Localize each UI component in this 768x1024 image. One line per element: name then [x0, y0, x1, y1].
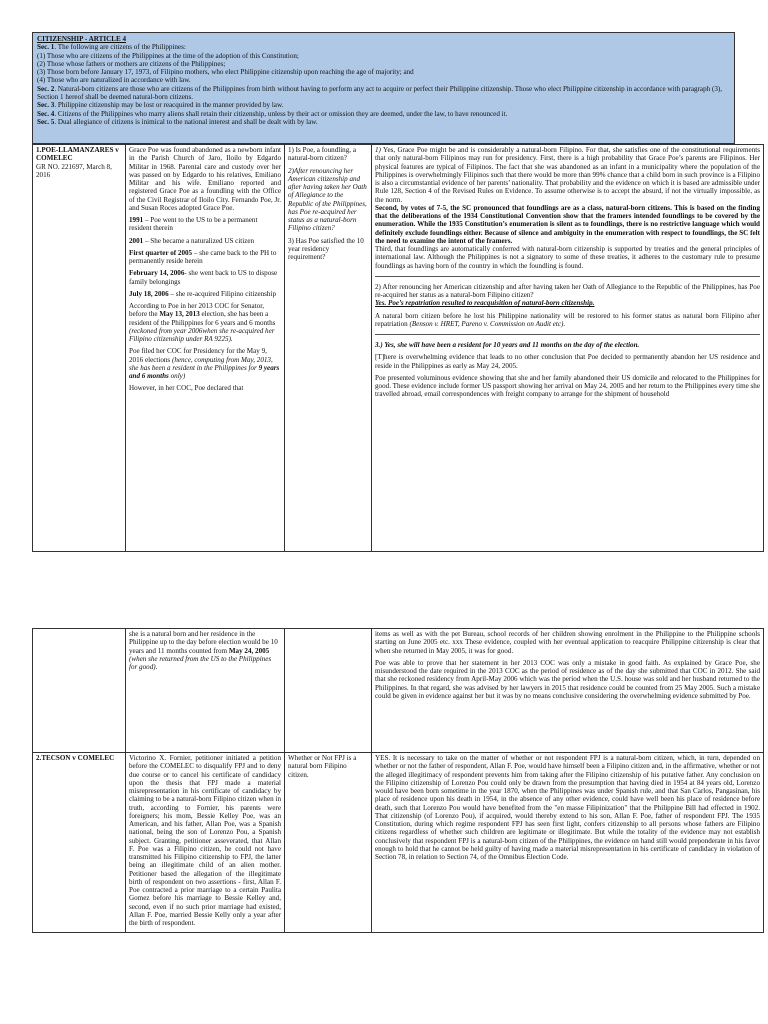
coc-text: election, she has been a resident of the Philippines for 6 years and 6 months	[129, 310, 276, 327]
return-date: May 24, 2005	[228, 646, 270, 655]
sec2-text: . Natural-born citizens are those who are citizens of the Philippines from birth without having to perform any act to acquire or perfect their Philippine citizenship. Those who elect Philippine citizenship in accordance with paragraph (3), Section 1 hereof shall be deemed natural-born citizens.	[37, 84, 722, 102]
case-name: 1.POE-LLAMANZARES v COMELEC	[36, 146, 119, 163]
ruling-3-text: [T]here is overwhelming evidence that leads to no other conclusion that Poe decided to permanently abandon her US residence and reside in the Philippines as early as May 24, 2005.	[375, 353, 760, 370]
constitution-header	[32, 32, 735, 144]
table-row	[33, 753, 764, 933]
ruling-2-question: 2) After renouncing her American citizenship and after having taken her Oath of Allegiance to the Republic of the Philippines, has Poe re-acquired her status as a natural-born Filipino citizen?	[375, 282, 760, 299]
facts-cell	[126, 753, 285, 933]
sec1-item: (2) Those whose fathers or mothers are citizens of the Philippines;	[37, 59, 226, 68]
sec2-label: Sec. 2	[37, 84, 55, 93]
ruling-1-bold: Second, by votes of 7-5, the SC pronounced that foundlings are as a class, natural-born citizens. This is based on the finding that the deliberations of the 1934 Constitutional Convention show that the framers intended foundlings to be covered by the enumeration. While the 1935 Constitution’s enumeration is silent as to foundlings, there is no restrictive language which would definitely exclude foundlings either. Because of silence and ambiguity in the enumeration with respect to foundlings, the SC felt the need to examine the intent of the framers.	[375, 203, 760, 245]
sec5-label: Sec. 5	[37, 117, 55, 126]
ruling-cell	[372, 629, 764, 753]
facts-paragraph: Victorino X. Fornier, petitioner initiated a petition before the COMELEC to disqualify FPJ and to deny due course or to cancel his certificate of candidacy upon the thesis that FPJ made a material misrepresentation in his certificate of candidacy by claiming to be a natural-born Filipino citizen when in truth, according to Fornier, his parents were foreigners; his mom, Bessie Kelley Poe, was an American, and his father, Allan Poe, was a Spanish national, being the son of Lorenzo Pou, a Spanish subject. Granting, petitioner asseverated, that Allan F. Poe was a Filipino citizen, he could not have transmitted his Filipino citizenship to FPJ, the latter being an illegitimate child of an alien mother. Petitioner based the allegation of the illegitimate birth of respondent on two assertions - first, Allan F. Poe contracted a prior marriage to a certain Paulita Gomez before his marriage to Bessie Kelley and, second, even if no such prior marriage had existed, Allan F. Poe, married Bessie Kelly only a year after the birth of respondent.	[129, 754, 281, 927]
fact-feb-2006: - she went back to US to dispose family belongings	[129, 269, 278, 286]
ruling-cell	[372, 753, 764, 933]
issue-2: 2)After renouncing her American citizenship and after having taken her Oath of Allegiance to the Republic of the Philippines, has Poe re-acquired her status as a natural-born Filipino citizen?	[288, 166, 367, 233]
sec3-text: . Philippine citizenship may be lost or reacquired in the manner provided by law.	[54, 101, 284, 110]
fact-2005: – she came back to the PH to permanently reside herein	[129, 248, 277, 265]
case-name: 2.TECSON v COMELEC	[36, 754, 115, 762]
pres-emphasis: 9 years and 6 months	[129, 363, 280, 380]
date-jul-2006: July 18, 2006	[129, 289, 169, 298]
facts-paragraph: Grace Poe was found abandoned as a newborn infant in the Parish Church of Jaro, Iloilo by Edgardo Militar in 1968. Parental care and custody over her was passed on by Edgardo to his relatives, Emiliano Militar and his wife. Emiliano reported and registered Grace Poe as a foundling with the Office of the Civil Registrar of Iloilo City. Fernando Poe, Jr. and Susan Roces adopted Grace Poe.	[129, 146, 281, 212]
facts-continued: she is a natural born and her residence in the Philippine up to the day before election would be 10 years and 11 months counted from	[129, 630, 278, 655]
ruling-3-answer: 3.) Yes, she will have been a resident for 10 years and 11 months on the day of the election.	[375, 341, 640, 349]
pres-note: (hence, computing from May, 2013, she has been a resident in the Philippines for	[129, 355, 273, 372]
coc-text: According to Poe in her 2013 COC for Senator, before the	[129, 302, 265, 319]
case-table-p1	[32, 144, 764, 552]
issues-cell	[285, 629, 372, 753]
coc-note: (reckoned from year 2006when she re-acquired her Filipino citizenship under RA 9225).	[129, 326, 275, 343]
pres-note: only)	[168, 372, 186, 380]
ruling-3-good-faith: Poe was able to prove that her statement in her 2013 COC was only a mistake in good faith. As explained by Grace Poe, she misunderstood the date required in the 2013 COC as the period of residence as of the day she submitted that COC in 2012. She said that she reckoned residency from April-May 2006 which was the period when the U.S. house was sold and her husband returned to the Philippines. In that regard, she was advised by her lawyers in 2015 that residence could be counted from 25 May 2005. Such a mistake could be given in evidence against her but it was by no means conclusive considering the overwhelming evidence submitted by Poe.	[375, 658, 760, 700]
table-row	[33, 145, 764, 552]
sec3-label: Sec. 3	[37, 101, 55, 110]
ruling-text: YES. It is necessary to take on the matter of whether or not respondent FPJ is a natural-born citizen, which, in turn, depended on whether or not the father of respondent, Allan F. Poe, would have himself been a Filipino citizen and, in the affirmative, whether or not the alleged illegitimacy of respondent prevents him from taking after the Filipino citizenship of his putative father. Any conclusion on the Filipino citizenship of Lorenzo Pou could only be drawn from the presumption that having died in 1954 at 84 years old, Lorenzo would have been born sometime in the year 1870, when the Philippines was under Spanish rule, and that San Carlos, Pangasinan, his place of residence upon his death in 1954, in the absence of any other evidence, could have well been his place of residence before death, such that Lorenzo Pou would have benefited from the "en masse Filipinization" that the Philippine Bill had effected in 1902. That citizenship (of Lorenzo Pou), if acquired, would thereby extend to his son, Allan F. Poe, father of respondent FPJ. The 1935 Constitution, during which regime respondent FPJ has seen first light, confers citizenship to all persons whose fathers are Filipino citizens regardless of whether such children are legitimate or illegitimate. But while the totality of the evidence may not establish conclusively that respondent FPJ is a natural-born citizen of the Philippines, the evidence on hand still would preponderate in his favor enough to hold that he cannot be held guilty of having made a material misrepresentation in his certificate of candidacy in violation of Section 78, in relation to Section 74, of the Omnibus Election Code.	[375, 754, 760, 861]
divider	[375, 276, 760, 277]
ruling-1-text: Yes, Grace Poe might be and is considerably a natural-born Filipino. For that, she satisfies one of the constitutional requirements that only natural-born Filipinos may run for presidency. First, there is a high probability that Grace Poe’s parents are Filipinos. Her physical features are typical of Filipinos. The fact that she was abandoned as an infant in a municipality where the population of the Philippines is overwhelmingly Filipinos such that there would be more than 99% chance that a child born in such province is a Filipino is also a circumstantial evidence of her parents’ nationality. That probability and the evidence on which it is based are admissible under Rule 128, Section 4 of the Revised Rules on Evidence. To assume otherwise is to accept the absurd, if not the virtually impossible, as the norm.	[375, 146, 760, 204]
ruling-2-citation: (Benson v. HRET, Pareno v. Commission on Audit etc).	[409, 319, 566, 328]
issues-cell	[285, 145, 372, 552]
case-title-cell	[33, 753, 126, 933]
ruling-number: 1)	[375, 146, 381, 154]
sec4-text: . Citizens of the Philippines who marry aliens shall retain their citizenship, unless by their act or omission they are deemed, under the law, to have renounced it.	[54, 109, 508, 118]
case-title-cell	[33, 145, 126, 552]
date-2005: First quarter of 2005	[129, 248, 193, 257]
sec1-text: . The following are citizens of the Philippines:	[54, 43, 186, 52]
facts-cell	[126, 629, 285, 753]
table-row	[33, 629, 764, 753]
coc-date: May 13, 2013	[159, 310, 200, 319]
ruling-1-third: Third, that foundlings are automatically conferred with natural-born citizenship is supported by treaties and the general principles of international law. Although the Philippines is not a signatory to some of these treaties, it adheres to the customary rule to presume foundlings as having born of the country in which the foundling is found.	[375, 245, 760, 270]
date-feb-2006: February 14, 2006	[129, 269, 185, 278]
fact-jul-2006: – she re-acquired Filipino citizenship	[168, 289, 276, 298]
page-2	[32, 628, 760, 1024]
ruling-2-answer: Yes. Poe’s repatriation resulted to reacquisition of natural-born citizenship.	[375, 299, 595, 308]
divider	[375, 334, 760, 335]
article-title: CITIZENSHIP - ARTICLE 4	[37, 35, 127, 43]
sec1-item: (4) Those who are naturalized in accordance with law.	[37, 76, 191, 85]
fact-2001: – She became a naturalized US citizen	[143, 236, 255, 245]
ruling-3-evidence: Poe presented voluminous evidence showing that she and her family abandoned their US domicile and relocated to the Philippines for good. These evidence include former US passport showing her arrival on May 24, 2005 and her return to the Philippines every time she travelled abroad, email correspondences with freight company to arrange for the shipment of household	[375, 373, 760, 399]
return-note: (when she returned from the US to the Philippines for good).	[129, 654, 272, 671]
ruling-2-text: A natural born citizen before he lost his Philippine nationality will be restored to his former status as natural born Filipino after repatriation	[375, 311, 760, 328]
sec1-item: (1) Those who are citizens of the Philippines at the time of the adoption of this Constitution;	[37, 51, 299, 60]
page-1	[32, 32, 760, 552]
case-table-p2	[32, 628, 764, 933]
ruling-3-continued: items as well as with the pet Bureau, school records of her children showing enrolment in the Philippine to the Philippine schools starting on June 2005 etc. xxx These evidence, coupled with her eventual application to reacquire Philippine citizenship is clear that when she returned in May 2005, it was for good.	[375, 630, 760, 655]
fact-1991: – Poe went to the US to be a permanent resident therein	[129, 216, 258, 233]
issues-cell	[285, 753, 372, 933]
case-title-cell	[33, 629, 126, 753]
issue-1: 1) Is Poe, a foundling, a natural-born citizen?	[288, 146, 356, 163]
date-1991: 1991	[129, 216, 144, 224]
pres-text: Poe filed her COC for Presidency for the May 9, 2016 elections	[129, 347, 267, 364]
sec5-text: . Dual allegiance of citizens is inimical to the national interest and shall be dealt with by law.	[54, 117, 318, 126]
sec4-label: Sec. 4	[37, 109, 55, 118]
date-2001: 2001	[129, 236, 144, 245]
facts-continued: However, in her COC, Poe declared that	[129, 384, 244, 393]
case-gr-number: GR NO. 221697, March 8, 2016	[36, 162, 112, 179]
issue-3: 3) Has Poe satisfied the 10 year residency requirement?	[288, 236, 364, 261]
sec1-item: (3) Those born before January 17, 1973, of Filipino mothers, who elect Philippine citizenship upon reaching the age of majority; and	[37, 68, 414, 77]
sec1-label: Sec. 1	[37, 43, 55, 52]
issue-1: Whether or Not FPJ is a natural born Filipino citizen.	[288, 754, 357, 779]
ruling-cell	[372, 145, 764, 552]
facts-cell	[126, 145, 285, 552]
